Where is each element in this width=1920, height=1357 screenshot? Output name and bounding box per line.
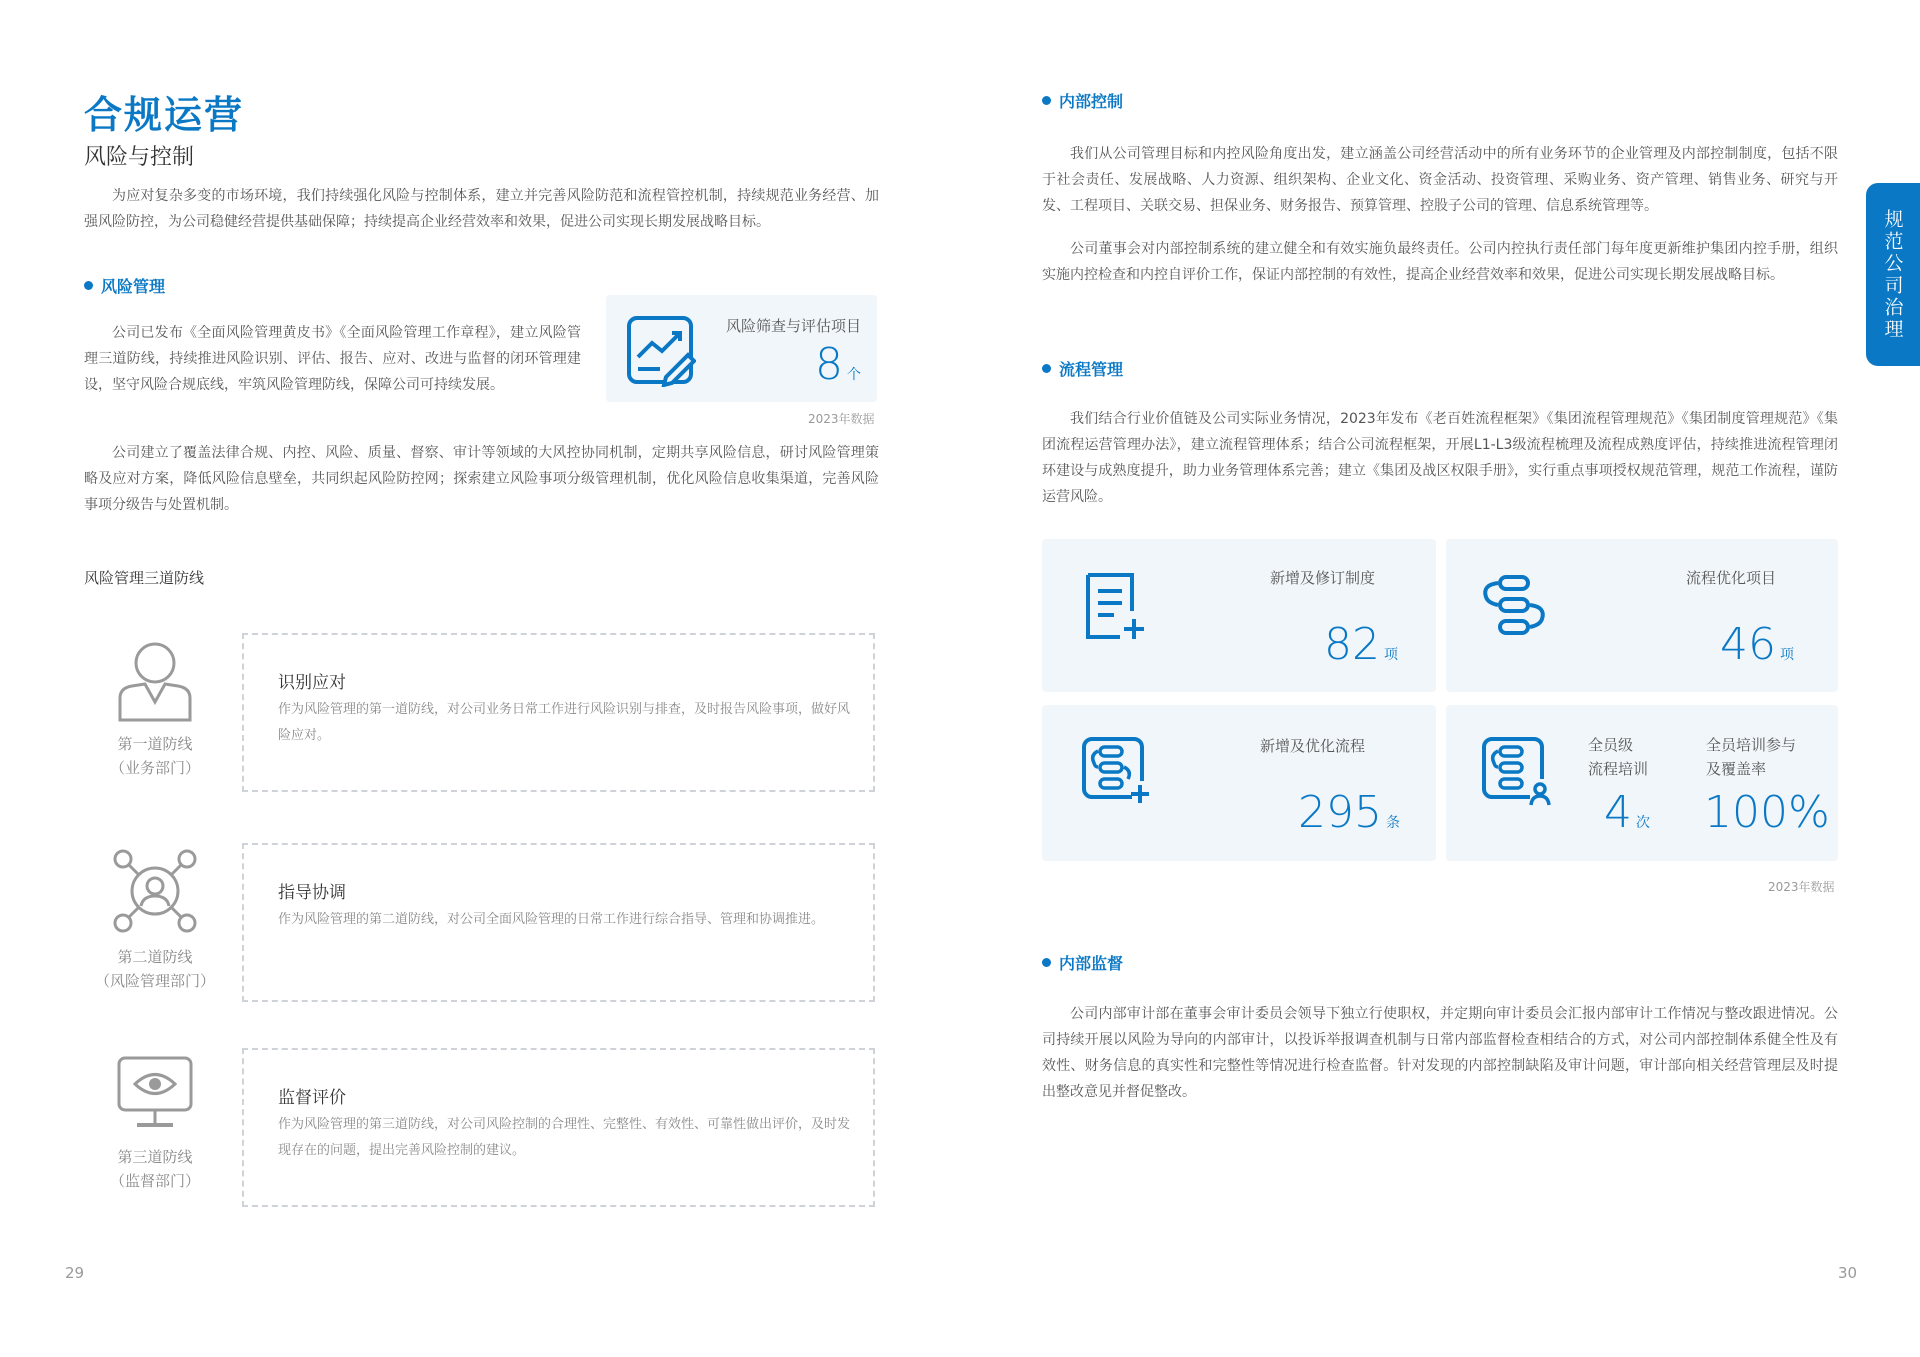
bullet-dot (1042, 96, 1051, 105)
stat-card-new-rules-label: 新增及修订制度 (1270, 569, 1376, 587)
training-count-value: 4 (1604, 787, 1632, 838)
defense-caption-2-line1: 第二道防线 (117, 948, 193, 966)
internal-control-paragraph-1: 我们从公司管理目标和内控风险角度出发，建立涵盖公司经营活动中的所有业务环节的企业管理及内部控制制度，包括不限于社会责任、发展战略、人力资源、组织架构、企业文化、资金活动、投资管理、采购业务、资产管理、销售业务、研究与开发、工程项目、关联交易、担保业务、财务报告、预算管理、控股子公司的管理、信息系统管理等。 (1042, 146, 1838, 214)
stat-card-new-flows-value-group (1298, 787, 1400, 838)
defense-caption-3-line2: （监督部门） (109, 1172, 200, 1190)
defense-caption-1-line2: （业务部门） (109, 759, 200, 777)
internal-control-paragraph-2: 公司董事会对内部控制系统的建立健全和有效实施负最终责任。公司内控执行责任部门每年度更新维护集团内控手册，组织实施内控检查和内控自评价工作，保证内部控制的有效性，提高企业经营效率和效果，促进公司实现长期发展战略目标。 (1042, 241, 1838, 283)
flow-cycle-icon (1476, 573, 1552, 639)
defense-card-3-title: 监督评价 (278, 1088, 346, 1108)
internal-audit-paragraph: 公司内部审计部在董事会审计委员会领导下独立行使职权，并定期向审计委员会汇报内部审计工作情况与整改跟进情况。公司持续开展以风险为导向的内部审计，以投诉举报调查机制与日常内部监督检查相结合的方式，对公司内部控制体系健全性及有效性、财务信息的真实性和完整性等情况进行检查监督。针对发现的内部控制缺陷及审计问题，审计部向相关经营管理层及时提出整改意见并督促整改。 (1042, 1006, 1838, 1100)
defense-caption-3 (85, 1145, 225, 1193)
training-count-unit: 次 (1636, 815, 1650, 831)
chart-edit-icon (626, 315, 696, 387)
bullet-dot (84, 281, 93, 290)
defense-caption-2-line2: （风险管理部门） (94, 972, 215, 990)
risk-paragraph-1: 公司已发布《全面风险管理黄皮书》《全面风险管理工作章程》，建立风险管理三道防线，持续推进风险识别、评估、报告、应对、改进与监督的闭环管理建设，坚守风险合规底线，牢筑风险管理防线，保障公司可持续发展。 (84, 325, 581, 393)
stat-card-new-flows-label: 新增及优化流程 (1260, 737, 1366, 755)
network-icon (112, 848, 198, 934)
training-label-1-line1: 全员级 (1588, 736, 1634, 754)
defense-card-2-text: 作为风险管理的第二道防线，对公司全面风险管理的日常工作进行综合指导、管理和协调推进。 (278, 912, 825, 927)
page-number-left: 29 (65, 1264, 85, 1282)
risk-management-heading (84, 274, 165, 297)
defense-card-2 (242, 843, 875, 1002)
defense-lines-title: 风险管理三道防线 (84, 569, 205, 587)
monitor-eye-icon (115, 1055, 195, 1131)
page-number-right: 30 (1838, 1264, 1858, 1282)
stat-card-flow-optimization-unit: 项 (1780, 647, 1794, 663)
defense-card-3-text: 作为风险管理的第三道防线，对公司风险控制的合理性、完整性、有效性、可靠性做出评价，及时发现存在的问题，提出完善风险控制的建议。 (278, 1117, 851, 1158)
training-label-2-line2: 及覆盖率 (1706, 760, 1767, 778)
defense-card-1-text: 作为风险管理的第一道防线，对公司业务日常工作进行风险识别与排查，及时报告风险事项，做好风险应对。 (278, 702, 851, 743)
defense-card-2-title: 指导协调 (278, 883, 346, 903)
stat-card-flow-optimization-value-group (1720, 619, 1794, 670)
training-label-1-line2: 流程培训 (1588, 760, 1649, 778)
person-icon (110, 640, 200, 722)
stat-card-training (1446, 705, 1838, 861)
section-subtitle: 风险与控制 (84, 145, 195, 170)
stat-card-new-flows-unit: 条 (1385, 815, 1400, 831)
document-add-icon (1084, 571, 1148, 643)
risk-paragraph-2: 公司建立了覆盖法律合规、内控、风险、质量、督察、审计等领域的大风控协同机制，定期共享风险信息，研讨风险管理策略及应对方案，降低风险信息壁垒，共同织起风险防控网；探索建立风险事项分级管理机制，优化风险信息收集渠道，完善风险事项分级告与处置机制。 (84, 445, 879, 513)
stat-card-new-rules-unit: 项 (1384, 647, 1398, 663)
stat-card-flow-optimization-label: 流程优化项目 (1686, 569, 1777, 587)
internal-control-heading (1042, 89, 1123, 112)
defense-caption-3-line1: 第三道防线 (117, 1148, 193, 1166)
risk-stat-value-group (815, 339, 861, 390)
stat-card-new-flows (1042, 705, 1436, 861)
defense-caption-1-line1: 第一道防线 (117, 735, 193, 753)
page-title: 合规运营 (84, 93, 245, 137)
defense-card-1 (242, 633, 875, 792)
stat-card-new-rules-value: 82 (1324, 619, 1380, 670)
risk-stat-unit: 个 (847, 367, 861, 383)
stat-card-new-flows-value: 295 (1298, 787, 1382, 838)
training-label-1 (1588, 733, 1648, 781)
stat-card-new-rules (1042, 539, 1436, 692)
internal-audit-heading-text: 内部监督 (1059, 954, 1124, 973)
process-management-heading-text: 流程管理 (1059, 360, 1124, 379)
defense-card-1-title: 识别应对 (278, 673, 346, 693)
process-management-heading (1042, 357, 1123, 380)
defense-caption-1 (85, 732, 225, 780)
internal-audit-heading (1042, 951, 1123, 974)
stat-card-flow-optimization (1446, 539, 1838, 692)
defense-card-3 (242, 1048, 875, 1207)
flow-add-icon (1080, 735, 1152, 805)
stat-card-flow-optimization-value: 46 (1720, 619, 1776, 670)
training-coverage-value: 100% (1704, 787, 1830, 838)
risk-stat-card (606, 295, 877, 402)
internal-control-heading-text: 内部控制 (1059, 92, 1124, 111)
bullet-dot (1042, 364, 1051, 373)
stat-card-new-rules-value-group (1324, 619, 1398, 670)
process-stat-note: 2023年数据 (1768, 880, 1835, 894)
defense-caption-2 (85, 945, 225, 993)
flow-person-icon (1480, 735, 1552, 807)
training-label-2-line1: 全员培训参与 (1706, 736, 1797, 754)
risk-stat-value: 8 (815, 339, 843, 390)
process-management-paragraph: 我们结合行业价值链及公司实际业务情况，2023年发布《老百姓流程框架》《集团流程管理规范》《集团制度管理规范》《集团流程运营管理办法》，建立流程管理体系；结合公司流程框架，开展L1-L3级流程梳理及流程成熟度评估，持续推进流程管理闭环建设与成熟度提升，助力业务管理体系完善；建立《集团及战区权限手册》，实行重点事项授权规范管理，规范工作流程，谨防运营风险。 (1042, 411, 1838, 505)
bullet-dot (1042, 958, 1051, 967)
intro-paragraph: 为应对复杂多变的市场环境，我们持续强化风险与控制体系，建立并完善风险防范和流程管控机制，持续规范业务经营、加强风险防控，为公司稳健经营提供基础保障；持续提高企业经营效率和效果，促进公司实现长期发展战略目标。 (84, 188, 879, 230)
risk-stat-note: 2023年数据 (808, 412, 875, 426)
risk-management-heading-text: 风险管理 (101, 277, 166, 296)
training-count-group (1604, 787, 1650, 838)
chapter-side-tab[interactable]: 规范公司治理 (1866, 183, 1920, 366)
training-label-2 (1706, 733, 1796, 781)
training-coverage-group (1704, 787, 1830, 838)
risk-stat-label: 风险筛查与评估项目 (726, 317, 862, 335)
